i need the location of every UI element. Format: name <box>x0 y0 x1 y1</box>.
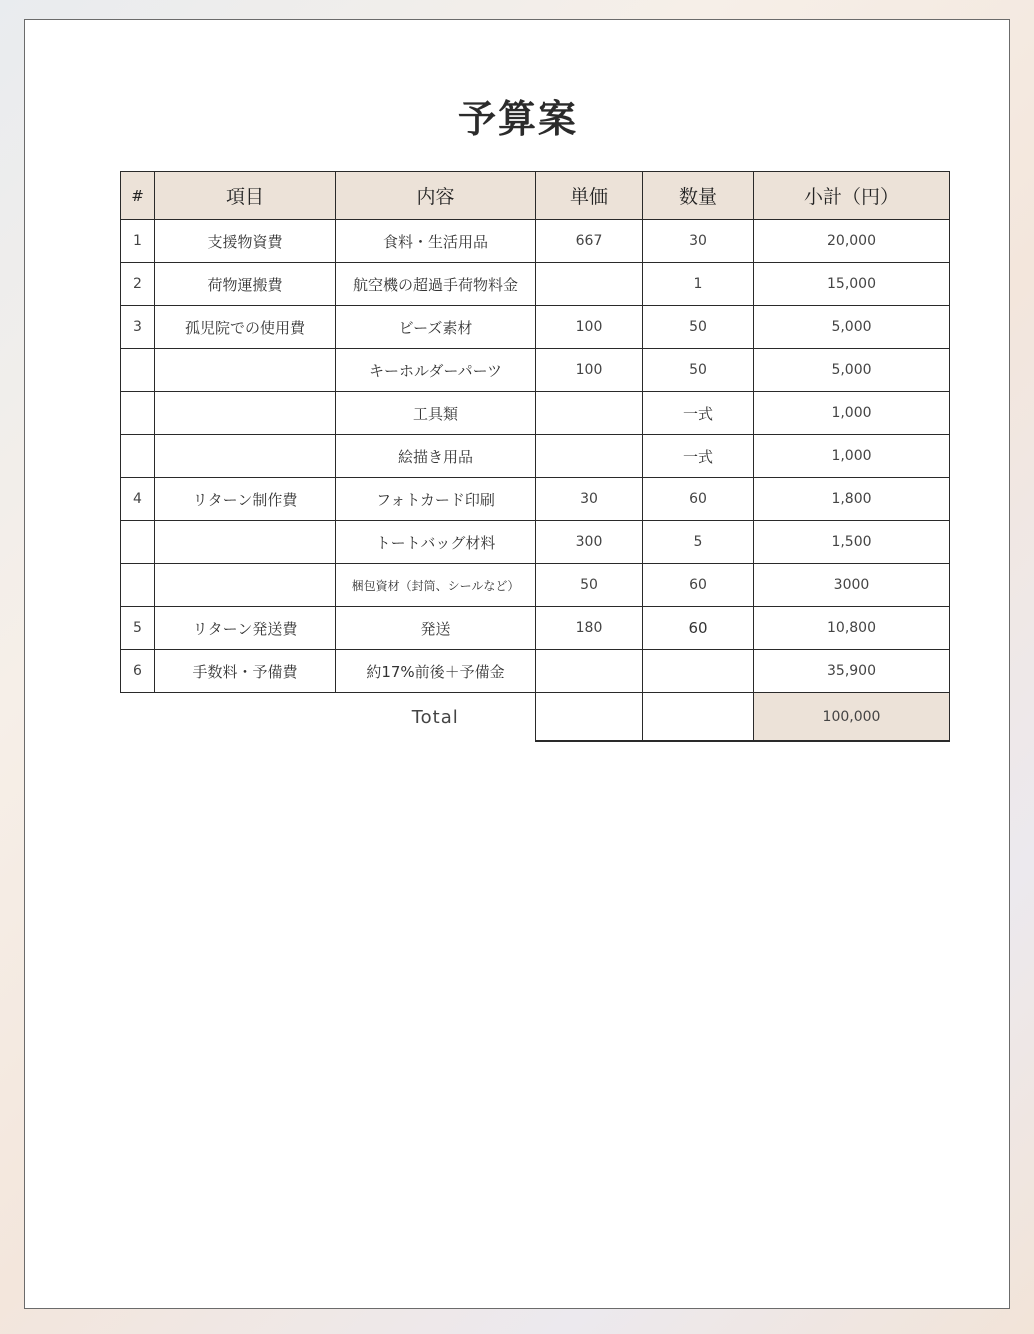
table-row <box>121 392 950 435</box>
row-unit-price: 100 <box>536 349 643 392</box>
table-row <box>121 435 950 478</box>
row-unit-price: 667 <box>536 220 643 263</box>
row-index <box>121 521 155 564</box>
row-unit-price: 300 <box>536 521 643 564</box>
table-row <box>121 263 950 306</box>
page-title: 予算案 <box>457 97 578 141</box>
total-spacer <box>121 693 336 742</box>
row-index: 2 <box>121 263 155 306</box>
row-item <box>155 392 336 435</box>
row-index: 5 <box>121 607 155 650</box>
row-content: 絵描き用品 <box>336 435 536 478</box>
row-quantity: 60 <box>643 607 754 650</box>
row-item <box>155 521 336 564</box>
row-index <box>121 349 155 392</box>
budget-table <box>120 171 950 742</box>
row-quantity: 一式 <box>643 392 754 435</box>
row-index: 3 <box>121 306 155 349</box>
table-row <box>121 306 950 349</box>
row-unit-price <box>536 263 643 306</box>
row-content: トートバッグ材料 <box>336 521 536 564</box>
row-content: 食料・生活用品 <box>336 220 536 263</box>
row-unit-price: 100 <box>536 306 643 349</box>
row-quantity <box>643 650 754 693</box>
row-content: フォトカード印刷 <box>336 478 536 521</box>
row-item: 手数料・予備費 <box>155 650 336 693</box>
table-row <box>121 607 950 650</box>
row-subtotal: 3000 <box>754 564 950 607</box>
row-item <box>155 435 336 478</box>
row-subtotal: 10,800 <box>754 607 950 650</box>
row-item: 孤児院での使用費 <box>155 306 336 349</box>
table-row <box>121 220 950 263</box>
row-index: 6 <box>121 650 155 693</box>
header-subtotal: 小計（円） <box>754 172 950 220</box>
row-index: 4 <box>121 478 155 521</box>
row-content: 発送 <box>336 607 536 650</box>
table-row <box>121 564 950 607</box>
row-subtotal: 5,000 <box>754 306 950 349</box>
row-subtotal: 20,000 <box>754 220 950 263</box>
row-item: リターン発送費 <box>155 607 336 650</box>
row-unit-price: 30 <box>536 478 643 521</box>
row-unit-price <box>536 392 643 435</box>
row-content: 約17%前後＋予備金 <box>336 650 536 693</box>
row-unit-price: 180 <box>536 607 643 650</box>
row-quantity: 1 <box>643 263 754 306</box>
row-quantity: 30 <box>643 220 754 263</box>
total-label: Total <box>411 706 459 728</box>
table-row <box>121 521 950 564</box>
table-header-row <box>121 172 950 220</box>
row-quantity: 一式 <box>643 435 754 478</box>
row-item <box>155 349 336 392</box>
total-row <box>121 693 950 742</box>
row-subtotal: 1,000 <box>754 392 950 435</box>
row-content: 航空機の超過手荷物料金 <box>336 263 536 306</box>
total-quantity-cell <box>643 693 754 742</box>
row-item <box>155 564 336 607</box>
row-quantity: 5 <box>643 521 754 564</box>
row-index <box>121 435 155 478</box>
row-item: 支援物資費 <box>155 220 336 263</box>
row-subtotal: 1,500 <box>754 521 950 564</box>
row-content: 工具類 <box>336 392 536 435</box>
row-index <box>121 564 155 607</box>
header-unit-price: 単価 <box>536 172 643 220</box>
row-subtotal: 1,000 <box>754 435 950 478</box>
row-subtotal: 15,000 <box>754 263 950 306</box>
row-item: 荷物運搬費 <box>155 263 336 306</box>
row-content: キーホルダーパーツ <box>336 349 536 392</box>
row-quantity: 50 <box>643 349 754 392</box>
row-quantity: 60 <box>643 564 754 607</box>
header-index: # <box>121 172 155 220</box>
row-content: ビーズ素材 <box>336 306 536 349</box>
header-item: 項目 <box>155 172 336 220</box>
row-index: 1 <box>121 220 155 263</box>
row-content: 梱包資材（封筒、シールなど） <box>336 564 536 607</box>
table-row <box>121 478 950 521</box>
table-row <box>121 650 950 693</box>
total-value: 100,000 <box>754 693 950 742</box>
row-quantity: 50 <box>643 306 754 349</box>
row-unit-price <box>536 650 643 693</box>
row-subtotal: 1,800 <box>754 478 950 521</box>
row-subtotal: 5,000 <box>754 349 950 392</box>
document-page <box>24 19 1010 1309</box>
row-unit-price <box>536 435 643 478</box>
row-index <box>121 392 155 435</box>
row-subtotal: 35,900 <box>754 650 950 693</box>
row-unit-price: 50 <box>536 564 643 607</box>
total-unit-price-cell <box>536 693 643 742</box>
header-quantity: 数量 <box>643 172 754 220</box>
row-item: リターン制作費 <box>155 478 336 521</box>
row-quantity: 60 <box>643 478 754 521</box>
header-content: 内容 <box>336 172 536 220</box>
table-row <box>121 349 950 392</box>
